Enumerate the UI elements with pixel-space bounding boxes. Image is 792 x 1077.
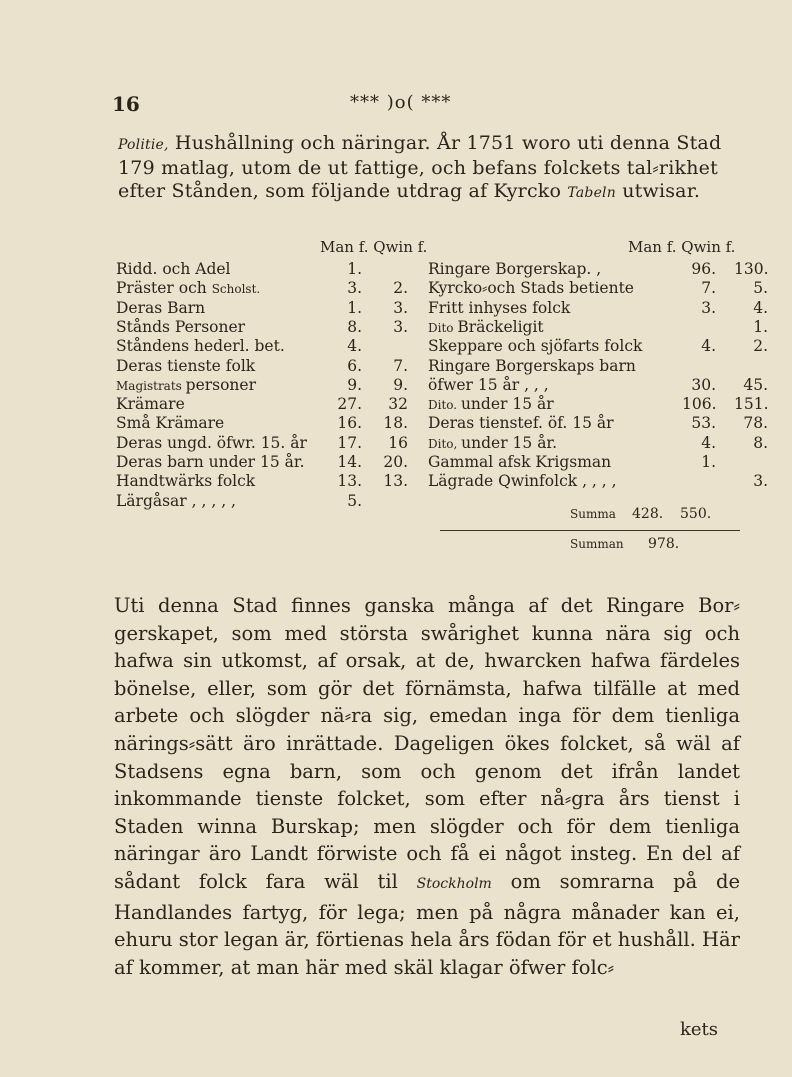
row-women-count: 151. [734,395,769,414]
summa-women: 550. [680,506,712,522]
table-row [428,395,769,415]
row-label: Krämare [116,395,185,414]
row-label: Lägrade Qwinfolck , , , , [428,472,617,491]
summa-men: 428. [632,506,664,522]
row-men-count: 106. [682,395,717,414]
row-label: Små Krämare [116,414,225,433]
row-women-count: 2. [753,337,768,356]
row-men-count: 14. [337,453,362,471]
row-women-count: 3. [393,298,408,317]
table-row [116,434,436,454]
summan-row [570,536,740,552]
row-women-count: 32 [388,395,408,414]
row-men-count: 27. [337,395,362,414]
summa-row [570,506,740,522]
body-text-main: Uti denna Stad finnes ganska många af det Ringare Bor⸗gerskapet, som med största swårighet kunna nära sig och hafwa sin utkomst, af orsak, at de, hwarcken hafwa färdeles bönelse, eller, som gör det förnämsta, hafwa tilfälle at med arbete och slögder nä⸗ra sig, emedan inga för dem tienliga närings⸗sätt äro inrättade. Dageligen ökes folcket, så wäl af Stadsens egna barn, som och genom det ifrån landet inkommande tienste folcket, som efter nå⸗gra års tienst i Staden winna Burskap; men slögder och för dem tienliga näringar äro Landt förwiste och få ei något insteg. En del af sådant folck fara wäl til [114,594,740,893]
table-row [428,298,768,319]
row-label: Ridd. och Adel [116,260,231,278]
table-row [116,414,436,434]
row-men-count: 4. [347,337,362,356]
row-women-count: 78. [743,414,768,433]
row-label: Lärgåsar , , , , , [116,491,236,510]
table-row [116,376,436,396]
row-label: Magistrats personer [116,375,256,394]
row-women-count: 9. [393,375,408,394]
table-row [428,337,768,357]
row-label: Ringare Borgerskap. , [428,260,602,278]
row-women-count: 5. [753,279,768,298]
page-number: 16 [112,92,140,116]
row-women-count: 4. [753,298,768,317]
table-row [428,357,748,377]
row-label: Deras tienstef. öf. 15 år [428,414,614,433]
row-label: Ståndens hederl. bet. [116,337,285,356]
row-label: Dito, under 15 år. [428,433,558,452]
intro-lead: Politie, [118,137,169,153]
row-men-count: 53. [691,414,716,433]
table-row [116,260,436,280]
table-row [428,433,768,454]
row-men-count: 96. [691,260,716,278]
row-men-count: 7. [701,279,716,298]
table-row [428,317,768,338]
table-row [428,453,748,473]
row-men-count: 1. [347,298,362,317]
row-label: Skeppare och sjöfarts folck [428,337,643,356]
table-row [116,357,436,377]
table-row [116,279,436,299]
row-men-count: 3. [347,279,362,298]
row-label: Fritt inhyses folck [428,298,571,317]
summan-label: Summan [570,537,624,551]
table-row [116,453,436,473]
row-women-count: 7. [393,356,408,375]
summan-value: 978. [648,536,680,552]
row-women-count: 3. [753,472,768,491]
page-header [112,92,712,122]
row-label: Ringare Borgerskaps barn [428,356,636,375]
right-column-header: Man f. Qwin f. [628,238,736,256]
row-men-count: 13. [337,472,362,491]
row-men-count: 16. [337,414,362,433]
row-men-count: 1. [701,453,716,471]
row-men-count: 5. [347,491,362,510]
left-column-header: Man f. Qwin f. [320,238,428,256]
row-men-count: 17. [337,433,362,452]
intro-tail: utwisar. [622,180,701,202]
row-label: Gammal afsk Krigsman [428,453,612,471]
row-women-count: 13. [383,472,408,491]
intro-paragraph [118,132,758,205]
body-paragraph [114,592,740,981]
table-row [116,299,436,319]
body-italic-place: Stockholm [416,875,492,892]
row-men-count: 4. [701,337,716,356]
row-women-count: 45. [743,375,768,394]
row-label: Deras barn under 15 år. [116,453,305,471]
row-men-count: 3. [701,298,716,317]
intro-text: Hushållning och näringar. År 1751 woro uti denna Stad 179 matlag, utom de ut fattige, och befans folckets tal⸗rikhet efter Stånden, som följande utdrag af Kyrcko [118,132,722,202]
table-row [428,279,768,299]
table-row [428,414,768,434]
row-men-count: 30. [691,375,716,394]
row-women-count: 18. [383,414,408,433]
row-men-count: 8. [347,317,362,336]
row-women-count: 8. [753,433,768,452]
row-label: Dito Bräckeligit [428,317,544,336]
row-label: Deras tienste folk [116,356,256,375]
table-row [428,260,769,280]
table-row [116,492,436,512]
table-row [428,472,768,492]
table-row [116,318,436,338]
summa-label: Summa [570,507,616,521]
row-label: Kyrcko⸗och Stads betiente [428,279,634,298]
header-ornament: *** )o( *** [350,92,452,113]
table-row [116,395,436,415]
table-row [428,375,768,396]
intro-tail-italic: Tabeln [567,185,616,201]
table-row [116,472,436,492]
row-women-count: 2. [393,279,408,298]
row-men-count: 1. [347,260,362,278]
row-women-count: 3. [393,317,408,336]
row-men-count: 6. [347,356,362,375]
table-row [116,337,436,357]
row-women-count: 130. [734,260,769,278]
summa-rule [440,530,740,531]
row-men-count: 4. [701,433,716,452]
row-label: Deras ungd. öfwr. 15. år [116,433,307,452]
row-women-count: 20. [383,453,408,471]
row-label: Präster och Scholst. [116,279,261,298]
row-label: Handtwärks folck [116,472,256,491]
catchword: kets [680,1019,719,1040]
row-label: öfwer 15 år , , , [428,375,549,394]
body-text-rest: om somrarna på de Handlandes fartyg, för lega; men på några månader kan ei, ehuru stor legan är, förtienas hela års födan för et hushåll. Här af kommer, at man här med skäl klagar öfwer folc⸗ [114,869,741,979]
row-women-count: 16 [388,433,408,452]
row-label: Dito. under 15 år [428,395,554,414]
row-label: Deras Barn [116,298,206,317]
row-men-count: 9. [347,375,362,394]
row-label: Stånds Personer [116,317,246,336]
row-women-count: 1. [753,317,768,336]
